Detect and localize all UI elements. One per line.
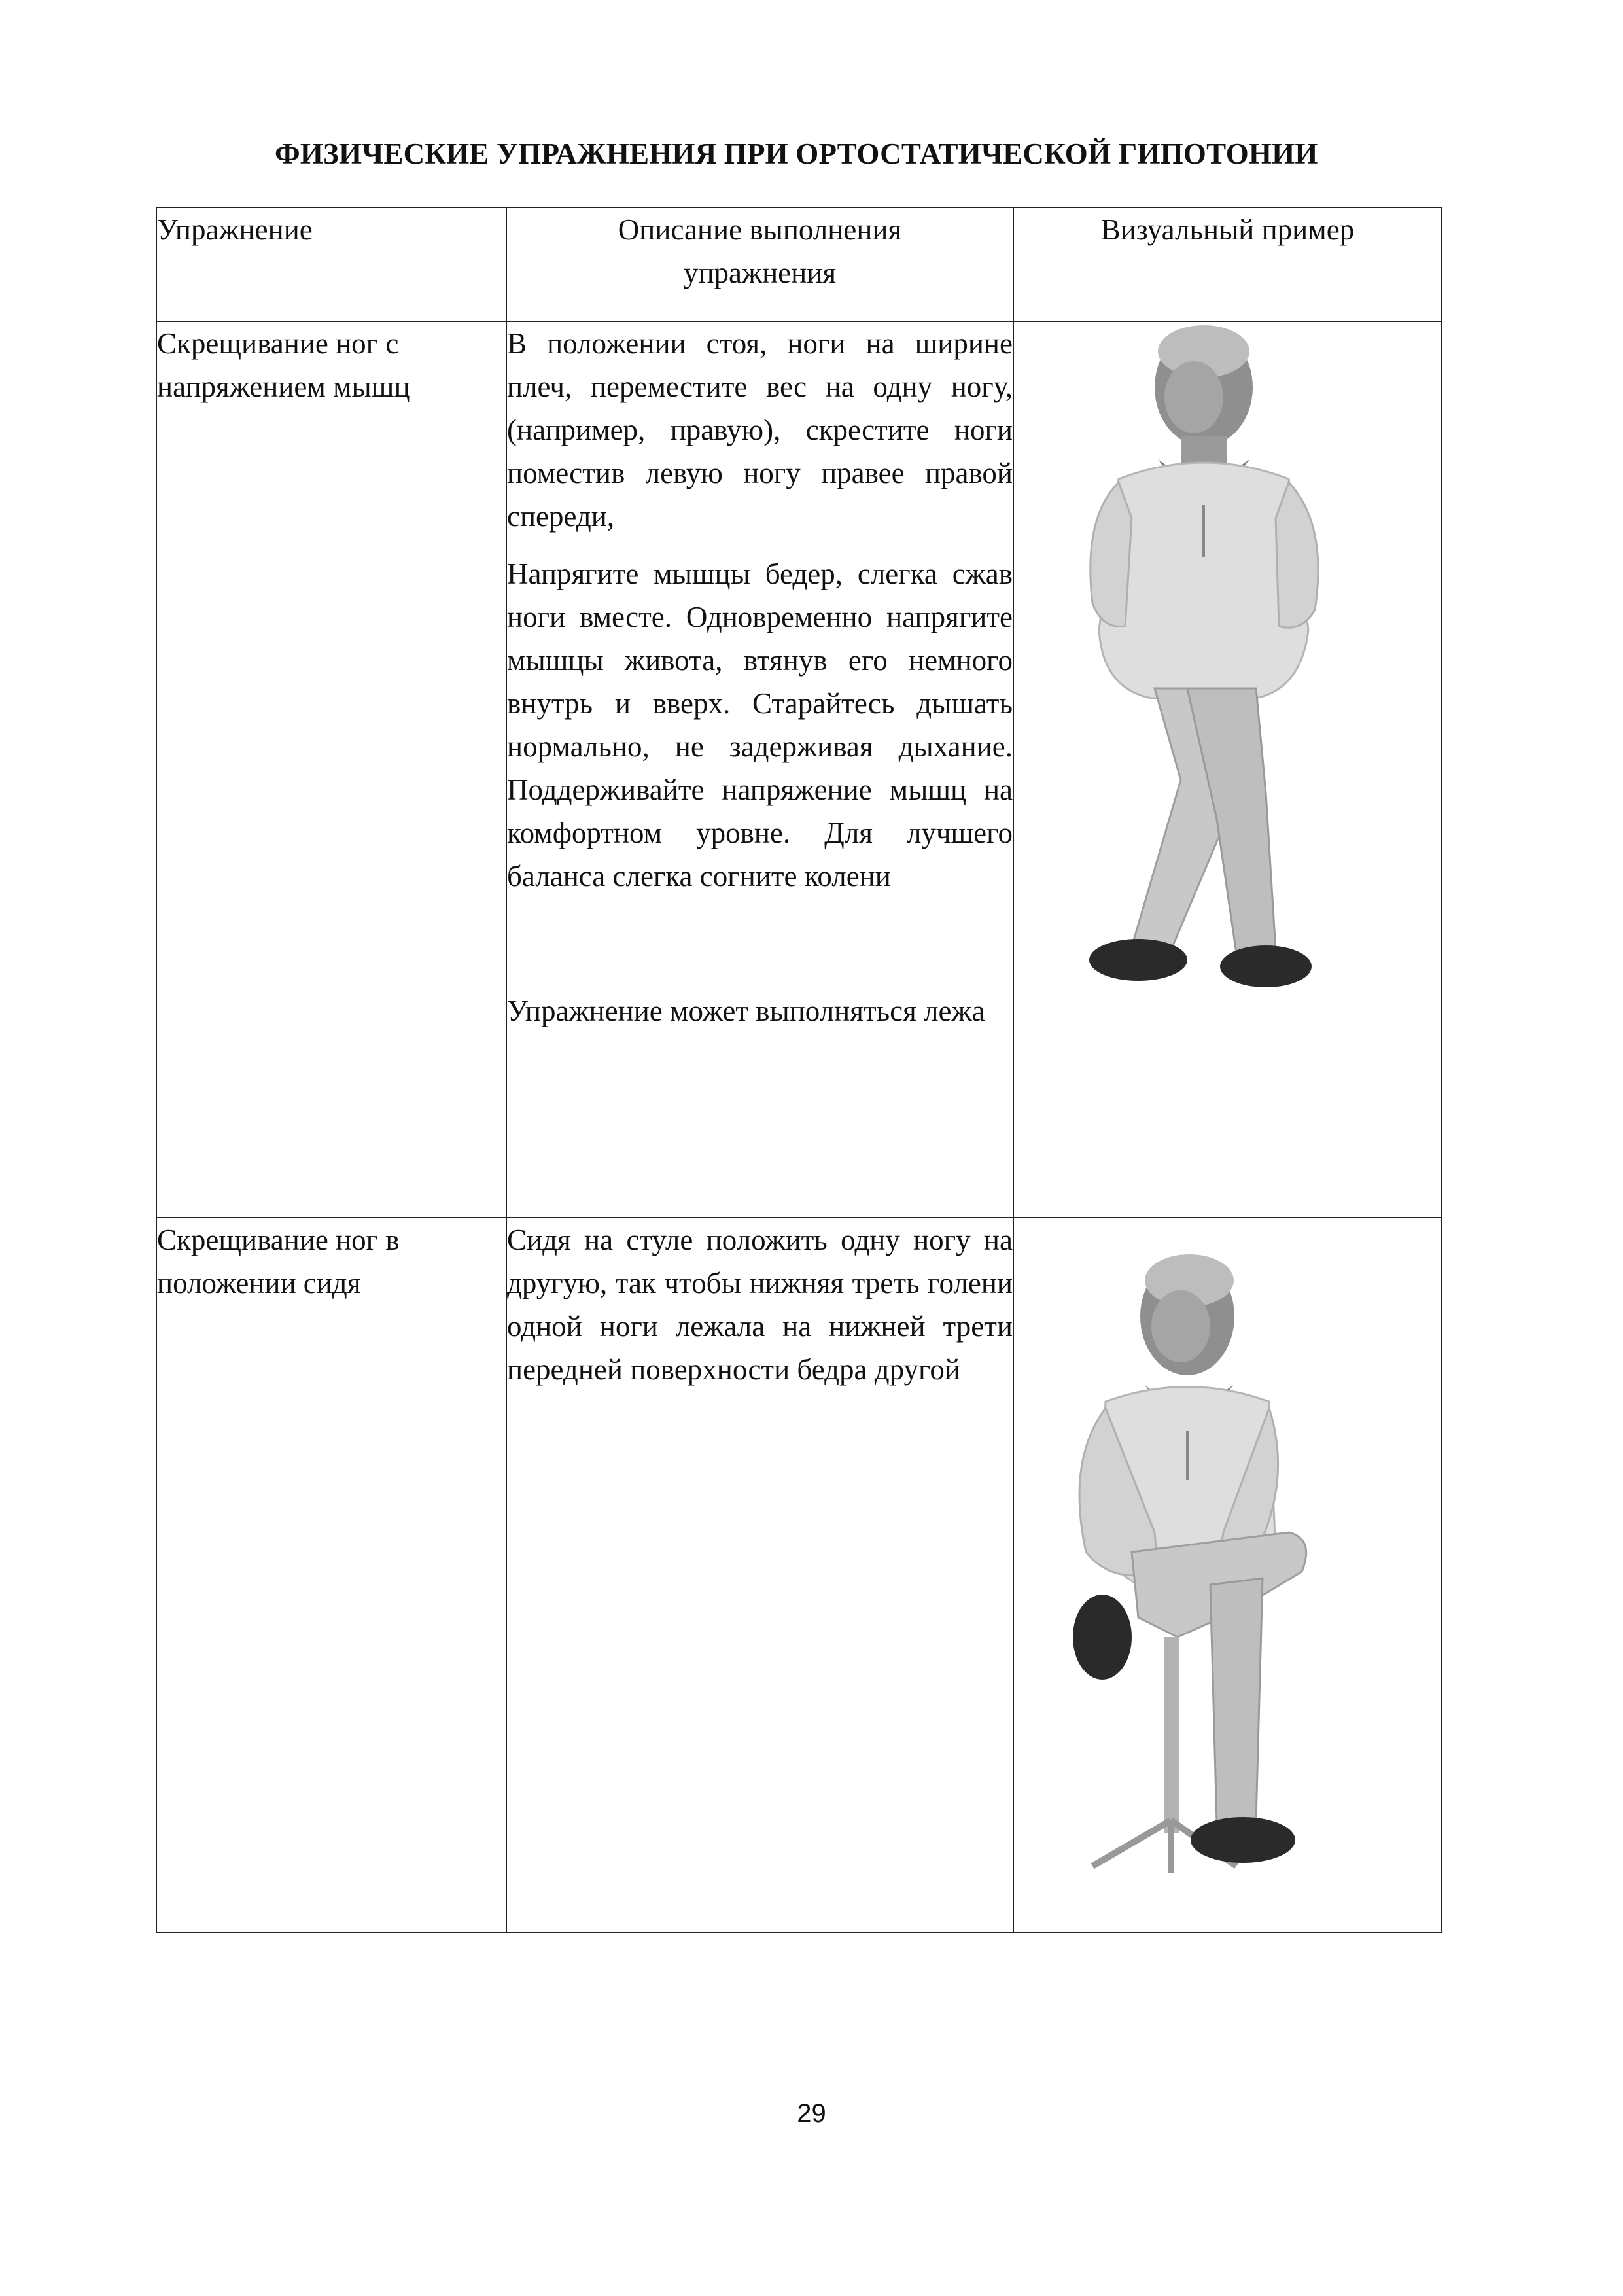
header-visual-label: Визуальный пример bbox=[1100, 213, 1355, 246]
page-number: 29 bbox=[797, 2099, 826, 2128]
header-description bbox=[506, 207, 1013, 321]
description-paragraph: В положении стоя, ноги на ширине плеч, переместите вес на одну ногу, (например, правую), скрестите ноги поместив левую ногу правее правой спереди, bbox=[507, 327, 1013, 533]
exercise-name-cell bbox=[156, 1218, 506, 1932]
header-description-line1: Описание выполнения bbox=[618, 213, 902, 246]
page-title: ФИЗИЧЕСКИЕ УПРАЖНЕНИЯ ПРИ ОРТОСТАТИЧЕСКОЙ ГИПОТОНИИ bbox=[275, 137, 1318, 170]
exercise-description-cell bbox=[506, 1218, 1013, 1932]
visual-example-cell bbox=[1013, 321, 1442, 1218]
exercise-table bbox=[156, 207, 1442, 1933]
exercise-name-line2: напряжением мышц bbox=[157, 370, 410, 403]
description-paragraph: Сидя на стуле положить одну ногу на другую, так чтобы нижняя треть голени одной ноги лежала на нижней трети передней поверхности бедра другой bbox=[507, 1224, 1013, 1386]
exercise-name-line2: положении сидя bbox=[157, 1267, 361, 1299]
header-description-line2: упражнения bbox=[683, 256, 837, 289]
header-visual bbox=[1013, 207, 1442, 321]
exercise-name-line1: Скрещивание ног в bbox=[157, 1224, 400, 1256]
header-exercise-label: Упражнение bbox=[157, 213, 313, 246]
standing-cross-legs-figure-icon bbox=[1040, 322, 1367, 1009]
exercise-name-line1: Скрещивание ног с bbox=[157, 327, 399, 360]
table-row bbox=[156, 1218, 1442, 1932]
description-paragraph: Напрягите мышцы бедер, слегка сжав ноги вместе. Одновременно напрягите мышцы живота, втянув его немного внутрь и вверх. Старайтесь дышать нормально, не задерживая дыхание. Поддерживайте напряжение мышц на комфортном уровне. Для лучшего баланса слегка согните колени bbox=[507, 557, 1013, 892]
exercise-name-cell bbox=[156, 321, 506, 1218]
exercise-description-cell bbox=[506, 321, 1013, 1218]
description-paragraph: Упражнение может выполняться лежа bbox=[507, 995, 985, 1027]
header-exercise bbox=[156, 207, 506, 321]
seated-cross-legs-figure-icon bbox=[1040, 1245, 1367, 1905]
table-row bbox=[156, 321, 1442, 1218]
table-header-row bbox=[156, 207, 1442, 321]
visual-example-cell bbox=[1013, 1218, 1442, 1932]
